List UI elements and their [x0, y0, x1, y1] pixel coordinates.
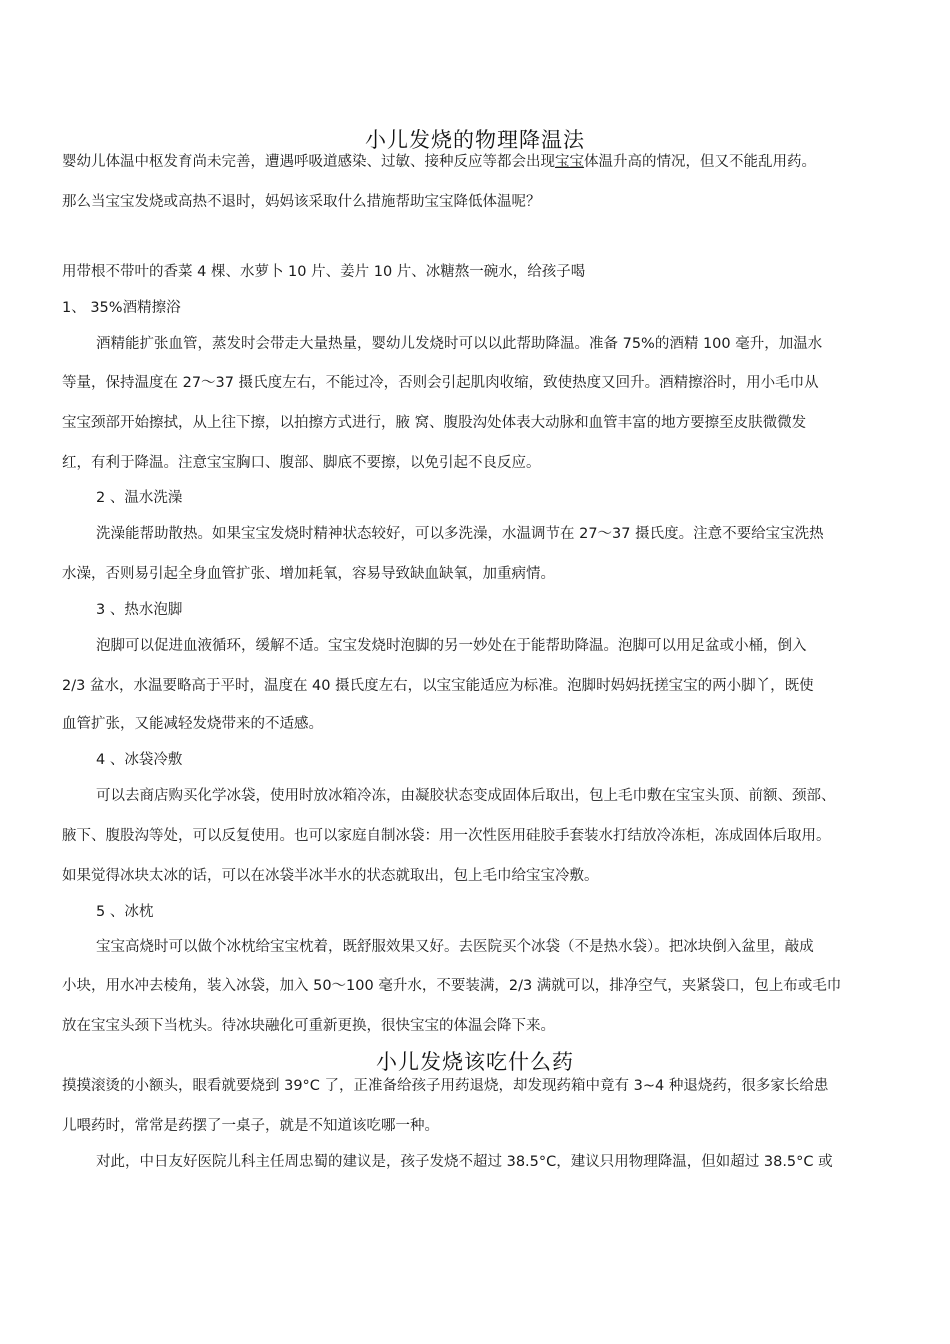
section-1-line: 酒精能扩张血管，蒸发时会带走大量热量，婴幼儿发烧时可以以此帮助降温。准备 75%的酒精 100 毫升，加温水: [96, 336, 823, 352]
title-physical-cooling: 小儿发烧的物理降温法: [365, 128, 585, 152]
section-3-heading: 3 、热水泡脚: [96, 602, 183, 618]
recipe-line: 用带根不带叶的香菜 4 棵、水萝卜 10 片、姜片 10 片、冰糖熬一碗水，给孩子喝: [62, 264, 586, 280]
medicine-line: 儿喂药时，常常是药摆了一桌子，就是不知道该吃哪一种。: [62, 1118, 439, 1134]
section-5-line: 宝宝高烧时可以做个冰枕给宝宝枕着，既舒服效果又好。去医院买个冰袋（不是热水袋）。把冰块倒入盆里，敲成: [96, 939, 814, 955]
section-2-line: 洗澡能帮助散热。如果宝宝发烧时精神状态较好，可以多洗澡，水温调节在 27～37 摄氏度。注意不要给宝宝洗热: [96, 526, 824, 542]
section-4-heading: 4 、冰袋冷敷: [96, 752, 183, 768]
section-1-line: 红，有利于降温。注意宝宝胸口、腹部、脚底不要擦，以免引起不良反应。: [62, 455, 541, 471]
section-3-line: 血管扩张，又能减轻发烧带来的不适感。: [62, 716, 323, 732]
title-which-medicine: 小儿发烧该吃什么药: [376, 1050, 574, 1074]
intro-text-a: 婴幼儿体温中枢发育尚未完善，遭遇呼吸道感染、过敏、接种反应等都会出现: [62, 154, 555, 170]
section-4-line: 如果觉得冰块太冰的话，可以在冰袋半冰半水的状态就取出，包上毛巾给宝宝冷敷。: [62, 868, 599, 884]
section-2-heading: 2 、温水洗澡: [96, 490, 183, 506]
section-1-line: 等量，保持温度在 27～37 摄氏度左右，不能过冷，否则会引起肌肉收缩，致使热度又回升。酒精擦浴时，用小毛巾从: [62, 375, 819, 391]
intro-line-2: 那么当宝宝发烧或高热不退时，妈妈该采取什么措施帮助宝宝降低体温呢？: [62, 194, 541, 210]
section-4-line: 可以去商店购买化学冰袋，使用时放冰箱冷冻，由凝胶状态变成固体后取出，包上毛巾敷在宝宝头顶、前额、颈部、: [96, 788, 836, 804]
section-3-line: 泡脚可以促进血液循环，缓解不适。宝宝发烧时泡脚的另一妙处在于能帮助降温。泡脚可以用足盆或小桶，倒入: [96, 638, 807, 654]
section-5-line: 放在宝宝头颈下当枕头。待冰块融化可重新更换，很快宝宝的体温会降下来。: [62, 1018, 555, 1034]
intro-line-1: [62, 152, 902, 172]
section-1-heading: 1、 35%酒精擦浴: [62, 300, 181, 316]
section-4-line: 腋下、腹股沟等处，可以反复使用。也可以家庭自制冰袋：用一次性医用硅胶手套装水打结放冷冻柜，冻成固体后取用。: [62, 828, 831, 844]
section-2-line: 水澡，否则易引起全身血管扩张、增加耗氧，容易导致缺血缺氧，加重病情。: [62, 566, 555, 582]
section-5-heading: 5 、冰枕: [96, 904, 154, 920]
baobao-link[interactable]: 宝宝: [555, 154, 584, 170]
section-1-line: 宝宝颈部开始擦拭，从上往下擦，以拍擦方式进行，腋 窝、腹股沟处体表大动脉和血管丰富的地方要擦至皮肤微微发: [62, 415, 807, 431]
medicine-line: 摸摸滚烫的小额头，眼看就要烧到 39°C 了，正准备给孩子用药退烧，却发现药箱中竟有 3~4 种退烧药，很多家长给患: [62, 1078, 829, 1094]
section-5-line: 小块，用水冲去棱角，装入冰袋，加入 50～100 毫升水，不要装满，2/3 满就可以，排净空气，夹紧袋口，包上布或毛巾: [62, 978, 842, 994]
intro-text-b: 体温升高的情况，但又不能乱用药。: [584, 154, 816, 170]
medicine-line-advice: 对此，中日友好医院儿科主任周忠蜀的建议是，孩子发烧不超过 38.5°C，建议只用物理降温，但如超过 38.5°C 或: [96, 1154, 833, 1170]
section-3-line: 2/3 盆水，水温要略高于平时，温度在 40 摄氏度左右，以宝宝能适应为标准。泡脚时妈妈抚搓宝宝的两小脚丫，既使: [62, 678, 814, 694]
